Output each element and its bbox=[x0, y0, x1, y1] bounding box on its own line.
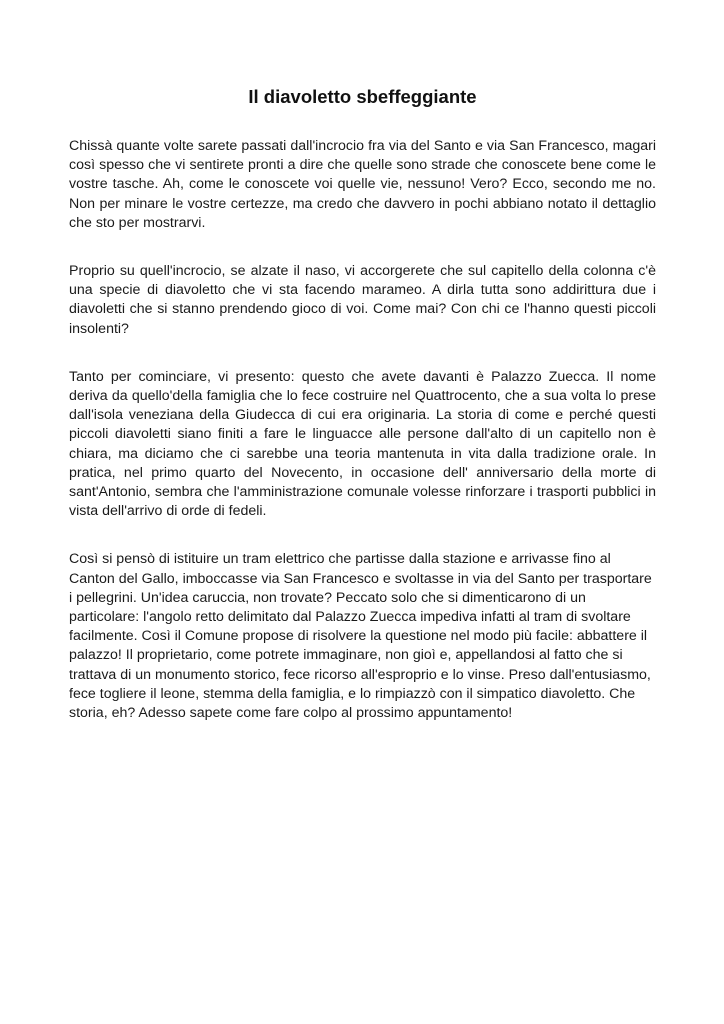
paragraph-3: Tanto per cominciare, vi presento: questo che avete davanti è Palazzo Zuecca. Il nome deriva da quello'della famiglia che lo fece costruire nel Quattrocento, che a sua volta lo prese dall'isola veneziana della Giudecca di cui era originaria. La storia di come e perché questi piccoli diavoletti siano finiti a fare le linguacce alle persone dall'alto di un capitello non è chiara, ma diciamo che ci sarebbe una teoria mantenuta in vita dalla tradizione orale. In pratica, nel primo quarto del Novecento, in occasione dell' anniversario della morte di sant'Antonio, sembra che l'amministrazione comunale volesse rinforzare i trasporti pubblici in vista dell'arrivo di orde di fedeli. bbox=[69, 368, 656, 520]
document-title: Il diavoletto sbeffeggiante bbox=[248, 86, 477, 107]
paragraph-1: Chissà quante volte sarete passati dall'incrocio fra via del Santo e via San Francesco, magari così spesso che vi sentirete pronti a dire che quelle sono strade che conoscete bene come le vostre tasche. Ah, come le conoscete voi quelle vie, nessuno! Vero? Ecco, secondo me no. Non per minare le vostre certezze, ma credo che davvero in pochi abbiano notato il dettaglio che sto per mostrarvi. bbox=[69, 138, 656, 231]
paragraph-4: Così si pensò di istituire un tram elettrico che partisse dalla stazione e arrivasse fino al Canton del Gallo, imboccasse via San Francesco e svoltasse in via del Santo per trasportare i pellegrini. Un'idea caruccia, non trovate? Peccato solo che si dimenticarono di un particolare: l'angolo retto delimitato dal Palazzo Zuecca impediva infatti al tram di svoltare facilmente. Così il Comune propose di risolvere la questione nel modo più facile: abbattere il palazzo! Il proprietario, come potrete immaginare, non gioì e, appellandosi al fatto che si trattava di un monumento storico, fece ricorso all'esproprio e lo vinse. Preso dall'entusiasmo, fece togliere il leone, stemma della famiglia, e lo rimpiazzò con il simpatico diavoletto. Che storia, eh? Adesso sapete come fare colpo al prossimo appuntamento! bbox=[69, 551, 652, 722]
paragraph-2: Proprio su quell'incrocio, se alzate il naso, vi accorgerete che sul capitello della colonna c'è una specie di diavoletto che vi sta facendo marameo. A dirla tutta sono addirittura due i diavoletti che si stanno prendendo gioco di voi. Come mai? Con chi ce l'hanno questi piccoli insolenti? bbox=[69, 263, 656, 337]
